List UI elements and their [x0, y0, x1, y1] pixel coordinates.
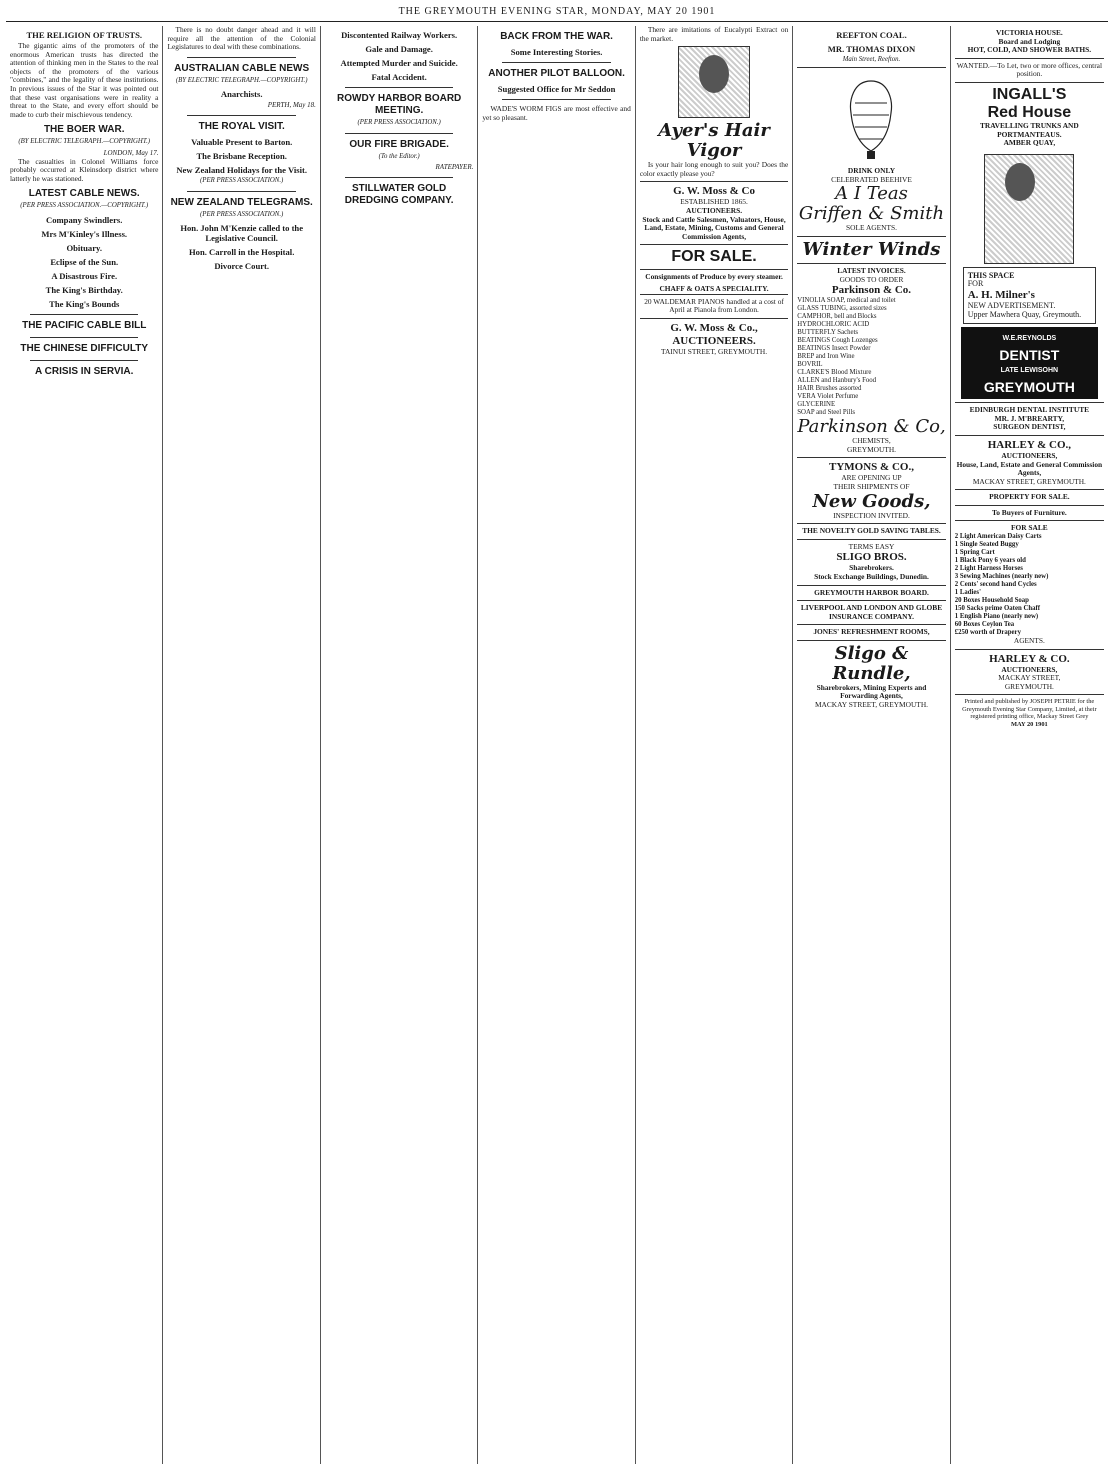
forsale-ad [955, 520, 1104, 648]
milner-portrait-illustration [984, 154, 1074, 264]
mcbreartey: MR. J. M'BREARTY, [994, 413, 1065, 423]
column-6 [793, 26, 950, 1464]
section-sub: (To the Editor.) [378, 152, 420, 160]
article-text: There is no doubt danger ahead and it will require all the attention of the Colonial Legislatures to deal with these combinations. [167, 26, 316, 52]
ingall-ad [955, 82, 1104, 151]
parkinson-product-list [797, 297, 945, 417]
sligo-rundle-name: Sligo & Rundle, [832, 642, 911, 684]
section-heading: THE BOER WAR. [43, 124, 125, 136]
column-2 [163, 26, 320, 1464]
imprint-date: MAY 20 1901 [1010, 720, 1048, 728]
this-space-ad [963, 267, 1096, 324]
list-item: 3 Sewing Machines (nearly new) [954, 573, 1049, 581]
item-heading: The Brisbane Reception. [196, 150, 287, 161]
griffen-smith: Griffen & Smith [798, 203, 945, 225]
item-heading: Anarchists. [220, 89, 263, 100]
divider [502, 62, 610, 63]
section-heading: AUSTRALIAN CABLE NEWS [174, 62, 310, 74]
section-heading: STILLWATER GOLD DREDGING COMPANY. [344, 182, 454, 206]
section-heading: ROWDY HARBOR BOARD MEETING. [337, 93, 462, 116]
list-item: BOVRIL [797, 361, 823, 369]
moss-ad [640, 181, 788, 244]
sligo-name: SLIGO BROS. [836, 551, 907, 564]
divider [345, 177, 453, 178]
section-heading: BACK FROM THE WAR. [500, 31, 613, 42]
list-item: GLASS TUBING, assorted sizes [797, 305, 887, 313]
harley-name-2: HARLEY & CO. [989, 652, 1070, 665]
ai-teas: A I Teas [835, 183, 908, 205]
harley-desc: House, Land, Estate and General Commission Agents, [956, 459, 1103, 478]
dateline: PERTH, May 18. [267, 101, 316, 110]
section-heading: A CRISIS IN SERVIA. [35, 365, 134, 377]
imprint [955, 694, 1104, 731]
moss-role: AUCTIONEERS. [686, 205, 743, 215]
chemists: CHEMISTS, [852, 436, 891, 446]
list-item: HAIR Brushes assorted [797, 385, 862, 393]
masthead: THE GREYMOUTH EVENING STAR, MONDAY, MAY 20 1901 [6, 6, 1108, 22]
section-heading: THE ROYAL VISIT. [198, 120, 285, 132]
greymouth: GREYMOUTH. [846, 444, 897, 454]
forsale-list [955, 533, 1104, 637]
item-heading: Suggested Office for Mr Seddon [497, 84, 616, 94]
for-label: FOR [967, 279, 984, 289]
red-house: Red House [987, 103, 1072, 121]
dixon-address: Main Street, Reefton. [842, 56, 901, 63]
divider [187, 115, 295, 116]
harley-ad [955, 435, 1104, 489]
waldemar-ad: 20 WALDEMAR PIANOS handled at a cost of April at Pianola from London. [640, 294, 788, 318]
dentist-title: DENTIST [999, 347, 1060, 364]
sligo-rundle-address: MACKAY STREET, GREYMOUTH. [814, 700, 929, 710]
new-goods: New Goods, [812, 490, 931, 512]
novelty-heading: THE NOVELTY GOLD SAVING TABLES. [797, 523, 945, 539]
moss-footer-ad [640, 318, 788, 360]
list-item: 150 Sacks prime Oaten Chaff [954, 605, 1041, 613]
beehive-ad [797, 67, 945, 236]
list-item: 1 Spring Cart [954, 549, 995, 557]
liverpool-insurance: LIVERPOOL AND LONDON AND GLOBE INSURANCE COMPANY. [797, 600, 945, 624]
harley-role: AUCTIONEERS, [1001, 450, 1058, 460]
wanted-ad: WANTED.—To Let, two or more offices, central position. [955, 58, 1104, 82]
forsale-heading: FOR SALE [1010, 523, 1048, 533]
terms-easy: TERMS EASY [848, 541, 895, 551]
divider [187, 57, 295, 58]
divider [30, 314, 138, 315]
tymons-name: TYMONS & CO., [829, 461, 914, 474]
item-heading: The King's Bounds [49, 298, 120, 309]
dentist-banner [961, 327, 1098, 399]
list-item: GLYCERINE [797, 401, 836, 409]
list-item: BREP and Iron Wine [797, 353, 855, 361]
edinburgh: EDINBURGH DENTAL INSTITUTE [969, 405, 1090, 415]
goods-to-order: GOODS TO ORDER [839, 274, 904, 284]
beehive-icon [841, 73, 901, 163]
jones-rooms: JONES' REFRESHMENT ROOMS, [797, 624, 945, 640]
opening: ARE OPENING UP [841, 473, 902, 483]
item-heading: Divorce Court. [214, 261, 270, 272]
item-heading: Some Interesting Stories. [510, 47, 603, 57]
drink-only: DRINK ONLY [847, 166, 896, 176]
section-sub: (PER PRESS ASSOCIATION.) [200, 210, 284, 218]
inspection: INSPECTION INVITED. [833, 510, 910, 520]
agents: AGENTS. [1013, 636, 1045, 646]
section-heading: LATEST CABLE NEWS. [28, 188, 140, 200]
tymons-ad [797, 457, 945, 523]
near-quay: AMBER QUAY, [1003, 138, 1056, 148]
section-sub: (BY ELECTRIC TELEGRAPH.—COPYRIGHT.) [18, 138, 151, 146]
list-item: 60 Boxes Ceylon Tea [954, 621, 1015, 629]
shipments: THEIR SHIPMENTS OF [833, 481, 910, 491]
article-text: The casualties in Colonel Williams force probably occurred at Kleinsdorp district where latterly he was stationed. [10, 156, 159, 183]
sligo-rundle-ad [797, 640, 945, 713]
item-heading: Valuable Present to Barton. [191, 136, 293, 147]
item-heading: Obituary. [66, 242, 103, 253]
article-heading: THE RELIGION OF TRUSTS. [26, 30, 143, 40]
parkinson-name: Parkinson & Co. [831, 284, 912, 297]
column-1 [6, 26, 163, 1464]
ayers-ad-title: Ayer's Hair Vigor [658, 120, 770, 162]
item-heading: A Disastrous Fire. [51, 270, 118, 281]
this-space: THIS SPACE [967, 270, 1015, 280]
divider [502, 99, 610, 100]
harbour-board: GREYMOUTH HARBOR BOARD. [797, 585, 945, 601]
winter-ad [797, 236, 945, 263]
list-item: 20 Boxes Household Soap [954, 597, 1029, 605]
moss-desc: Stock and Cattle Salesmen, Valuators, House, Land, Estate, Mining, Customs and General Commission Agents, [642, 214, 786, 241]
sole-agents: SOLE AGENTS. [846, 223, 897, 233]
article-text: The gigantic aims of the promoters of the enormous American trusts has directed the attention of thinking men in the States to the real objects of the promoters of the various "combines," and the legality of these institutions. In previous issues of the Star it was pointed out that these vast organisations were in reality a threat to the State, and every effort should be made to curb their mischievous tendency. [10, 41, 159, 119]
beehive-label: CELEBRATED BEEHIVE [831, 174, 912, 184]
consignments: Consignments of Produce by every steamer. [640, 269, 788, 285]
column-4 [478, 26, 635, 1464]
ad-text: Is your hair long enough to suit you? Does the color exactly please you? [639, 160, 789, 178]
item-heading: Discontented Railway Workers. [341, 30, 458, 40]
dentist-sub: LATE LEWISOHN [1000, 367, 1059, 375]
item-heading: Gale and Damage. [365, 44, 433, 54]
item-heading: Hon. John M'Kenzie called to the Legislative Council. [180, 223, 304, 244]
edinburgh-ad [955, 402, 1104, 435]
list-item: CLARKE'S Blood Mixture [797, 369, 872, 377]
column-5 [636, 26, 793, 1464]
winter-winds: Winter Winds [802, 238, 941, 260]
sharebrokers: Sharebrokers. [849, 563, 894, 573]
section-sub: (PER PRESS ASSOCIATION.) [357, 119, 441, 126]
list-item: 1 Single Seated Buggy [954, 541, 1019, 549]
dentist-town: GREYMOUTH [983, 379, 1075, 396]
divider [30, 337, 138, 338]
item-heading: Eclipse of the Sun. [50, 256, 119, 267]
victoria-sub: Board and Lodging [998, 36, 1061, 46]
item-heading: Hon. Carroll in the Hospital. [188, 247, 295, 258]
list-item: BEATINGS Insect Powder [797, 345, 871, 353]
section-heading: THE CHINESE DIFFICULTY [20, 342, 149, 354]
latest-invoices: LATEST INVOICES. [837, 265, 906, 275]
article-text: There are imitations of Eucalypti Extract on the market. [639, 26, 789, 43]
travelling: TRAVELLING TRUNKS AND PORTMANTEAUS. [980, 120, 1079, 139]
column-3 [321, 26, 478, 1464]
list-item: ALLEN and Hanbury's Food [797, 377, 877, 385]
list-item: BEATINGS Cough Lozenges [797, 337, 878, 345]
victoria-house: VICTORIA HOUSE. [995, 28, 1063, 37]
divider [30, 360, 138, 361]
list-item: BUTTERFLY Sachets [797, 329, 859, 337]
auctioneers-2: AUCTIONEERS, [1001, 664, 1058, 674]
item-heading: Mrs M'Kinley's Illness. [41, 228, 128, 239]
list-item: SOAP and Steel Pills [797, 409, 855, 417]
section-sub: (PER PRESS ASSOCIATION.—COPYRIGHT.) [20, 202, 149, 210]
divider [345, 87, 453, 88]
item-heading: New Zealand Holidays for the Visit. [176, 164, 308, 175]
divider [187, 191, 295, 192]
columns [6, 26, 1108, 1464]
new-advertisement: NEW ADVERTISEMENT. [967, 300, 1056, 310]
item-heading: Company Swindlers. [46, 214, 123, 225]
harley-name: HARLEY & CO., [987, 438, 1072, 451]
sligo-rundle-sub: Sharebrokers, Mining Experts and Forwarding Agents, [816, 682, 927, 701]
list-item: VINOLIA SOAP, medical and toilet [797, 297, 896, 305]
list-item: 1 Ladies' [954, 589, 981, 597]
moss-name: G. W. Moss & Co [673, 185, 755, 198]
section-sub: (PER PRESS ASSOCIATION.) [200, 176, 284, 184]
section-heading: OUR FIRE BRIGADE. [349, 138, 449, 150]
item-heading: Fatal Accident. [371, 72, 427, 82]
column-7 [951, 26, 1108, 1464]
section-heading: ANOTHER PILOT BALLOON. [488, 68, 625, 79]
section-heading: THE PACIFIC CABLE BILL [22, 319, 147, 331]
milner-name: A. H. Milner's [967, 288, 1035, 301]
moss-footer-name: G. W. Moss & Co., AUCTIONEERS. [670, 321, 758, 347]
list-item: 2 Light Harness Horses [954, 565, 1023, 573]
list-item: HYDROCHLORIC ACID [797, 321, 870, 329]
sligo-ad [797, 539, 945, 585]
greymouth-2: GREYMOUTH. [1004, 681, 1054, 691]
victoria-ad [955, 26, 1104, 58]
exchange: Stock Exchange Buildings, Dunedin. [814, 571, 929, 581]
for-sale-heading: FOR SALE. [640, 244, 788, 269]
list-item: 1 Black Pony 6 years old [954, 557, 1026, 565]
harley-street: MACKAY STREET, GREYMOUTH. [972, 476, 1086, 486]
woman-portrait-illustration [678, 46, 750, 118]
list-item: 2 Light American Daisy Carts [954, 533, 1042, 541]
moss-footer-street: TAINUI STREET, GREYMOUTH. [661, 346, 768, 356]
list-item: VERA Violet Perfume [797, 393, 859, 401]
dixon-name: MR. THOMAS DIXON [827, 44, 916, 54]
ad-text: WADE'S WORM FIGS are most effective and yet so pleasant. [482, 104, 631, 122]
chaff-heading: CHAFF & OATS A SPECIALITY. [659, 283, 769, 293]
furniture-buyers: To Buyers of Furniture. [955, 505, 1104, 521]
surgeon: SURGEON DENTIST, [993, 422, 1066, 432]
parkinson-name-2: Parkinson & Co, [797, 416, 946, 438]
hotel-baths: HOT, COLD, AND SHOWER BATHS. [967, 45, 1092, 55]
moss-established: ESTABLISHED 1865. [680, 197, 748, 207]
section-sub: (BY ELECTRIC TELEGRAPH.—COPYRIGHT.) [175, 76, 308, 84]
imprint-text: Printed and published by JOSEPH PETRIE for the Greymouth Evening Star Company, Limited, at their registered printing office, Mackay Street Grey [962, 698, 1097, 721]
item-heading: The King's Birthday. [45, 284, 123, 295]
parkinson-ad [797, 263, 945, 457]
dateline: LONDON, May 17. [103, 148, 159, 157]
harley-footer-ad [955, 649, 1104, 695]
signature: RATEPAYER. [435, 163, 474, 172]
dentist-name: W.E.REYNOLDS [1002, 335, 1057, 343]
list-item: 2 Cents' second hand Cycles [954, 581, 1037, 589]
section-heading: NEW ZEALAND TELEGRAMS. [170, 196, 313, 208]
divider [345, 133, 453, 134]
property-for-sale: PROPERTY FOR SALE. [955, 489, 1104, 505]
list-item: £250 worth of Drapery [954, 629, 1021, 637]
mackay-2: MACKAY STREET, [998, 673, 1061, 683]
reefton-coal: REEFTON COAL. [836, 30, 907, 40]
list-item: CAMPHOR, bell and Blocks [797, 313, 877, 321]
list-item: 1 English Piano (nearly new) [954, 613, 1039, 621]
item-heading: Attempted Murder and Suicide. [340, 58, 458, 68]
upper-quay: Upper Mawhera Quay, Greymouth. [967, 309, 1082, 319]
ingall-name: INGALL'S [992, 85, 1067, 103]
